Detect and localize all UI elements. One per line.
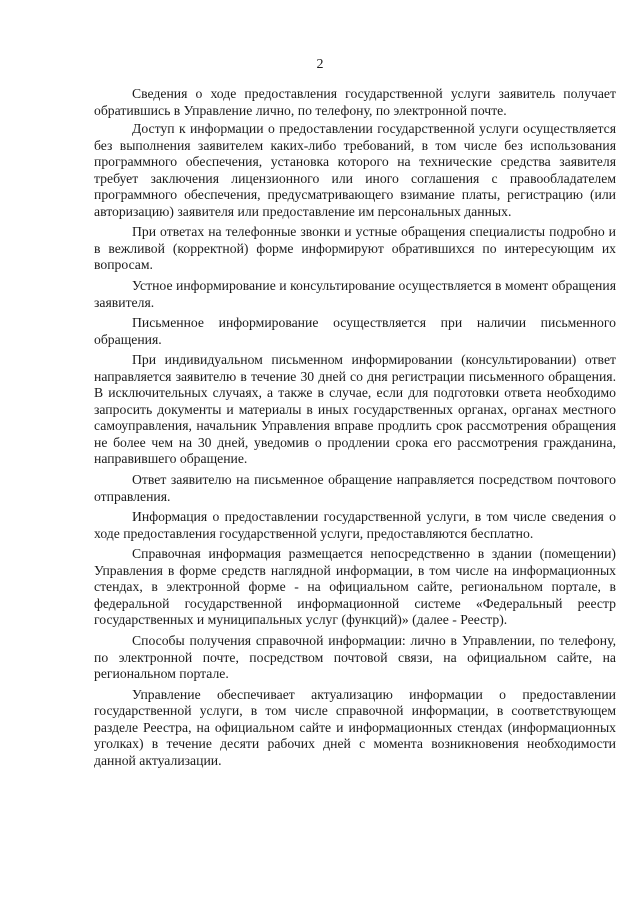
paragraph-access-info: Доступ к информации о предоставлении государственной услуги осуществляется без выполнения заявителем каких-либо требований, в том числе без использования программного обеспечения, установка которого на технические средства заявителя требует заключения лицензионного или иного соглашения с правообладателем программного обеспечения, предусматривающего взимание платы, регистрацию (или авторизацию) заявителя или предоставление им персональных данных.	[94, 121, 616, 219]
page-number: 2	[316, 57, 324, 72]
paragraph-oral-informing: Устное информирование и консультирование осуществляется в момент обращения заявителя.	[94, 278, 616, 310]
paragraph-ways-to-obtain: Способы получения справочной информации: лично в Управлении, по телефону, по электронной почте, посредством почтовой связи, на официальном сайте, на региональном портале.	[94, 632, 616, 682]
paragraph-phone-answers: При ответах на телефонные звонки и устные обращения специалисты подробно и в вежливой (корректной) форме информируют обратившихся по интересующим их вопросам.	[94, 224, 616, 273]
paragraph-free-info: Информация о предоставлении государственной услуги, в том числе сведения о ходе предоставления государственной услуги, предоставляются бесплатно.	[94, 509, 616, 541]
paragraph-reference-info: Справочная информация размещается непосредственно в здании (помещении) Управления в форме средств наглядной информации, в том числе на информационных стендах, в электронной форме - на официальном сайте, региональном портале, в федеральной государственной информационной системе «Федеральный реестр государственных и муниципальных услуг (функций)» (далее - Реестр).	[94, 546, 616, 628]
document-body	[94, 86, 616, 769]
paragraph-actualization: Управление обеспечивает актуализацию информации о предоставлении государственной услуги, в том числе справочной информации, в соответствующем разделе Реестра, на официальном сайте и информационных стендах (информационных уголках) в течение десяти рабочих дней с момента возникновения необходимости данной актуализации.	[94, 686, 616, 768]
paragraph-postal-reply: Ответ заявителю на письменное обращение направляется посредством почтового отправления.	[94, 472, 616, 504]
paragraph-individual-written: При индивидуальном письменном информировании (консультировании) ответ направляется заявителю в течение 30 дней со дня регистрации письменного обращения. В исключительных случаях, а также в случае, если для подготовки ответа необходимо запросить документы и материалы в иных государственных органах, органах местного самоуправления, начальник Управления вправе продлить срок рассмотрения обращения не более чем на 30 дней, уведомив о продлении срока его рассмотрения гражданина, направившего обращение.	[94, 352, 616, 467]
paragraph-status-info: Сведения о ходе предоставления государственной услуги заявитель получает обратившись в Управление лично, по телефону, по электронной почте.	[94, 86, 616, 118]
paragraph-written-informing: Письменное информирование осуществляется при наличии письменного обращения.	[94, 315, 616, 347]
